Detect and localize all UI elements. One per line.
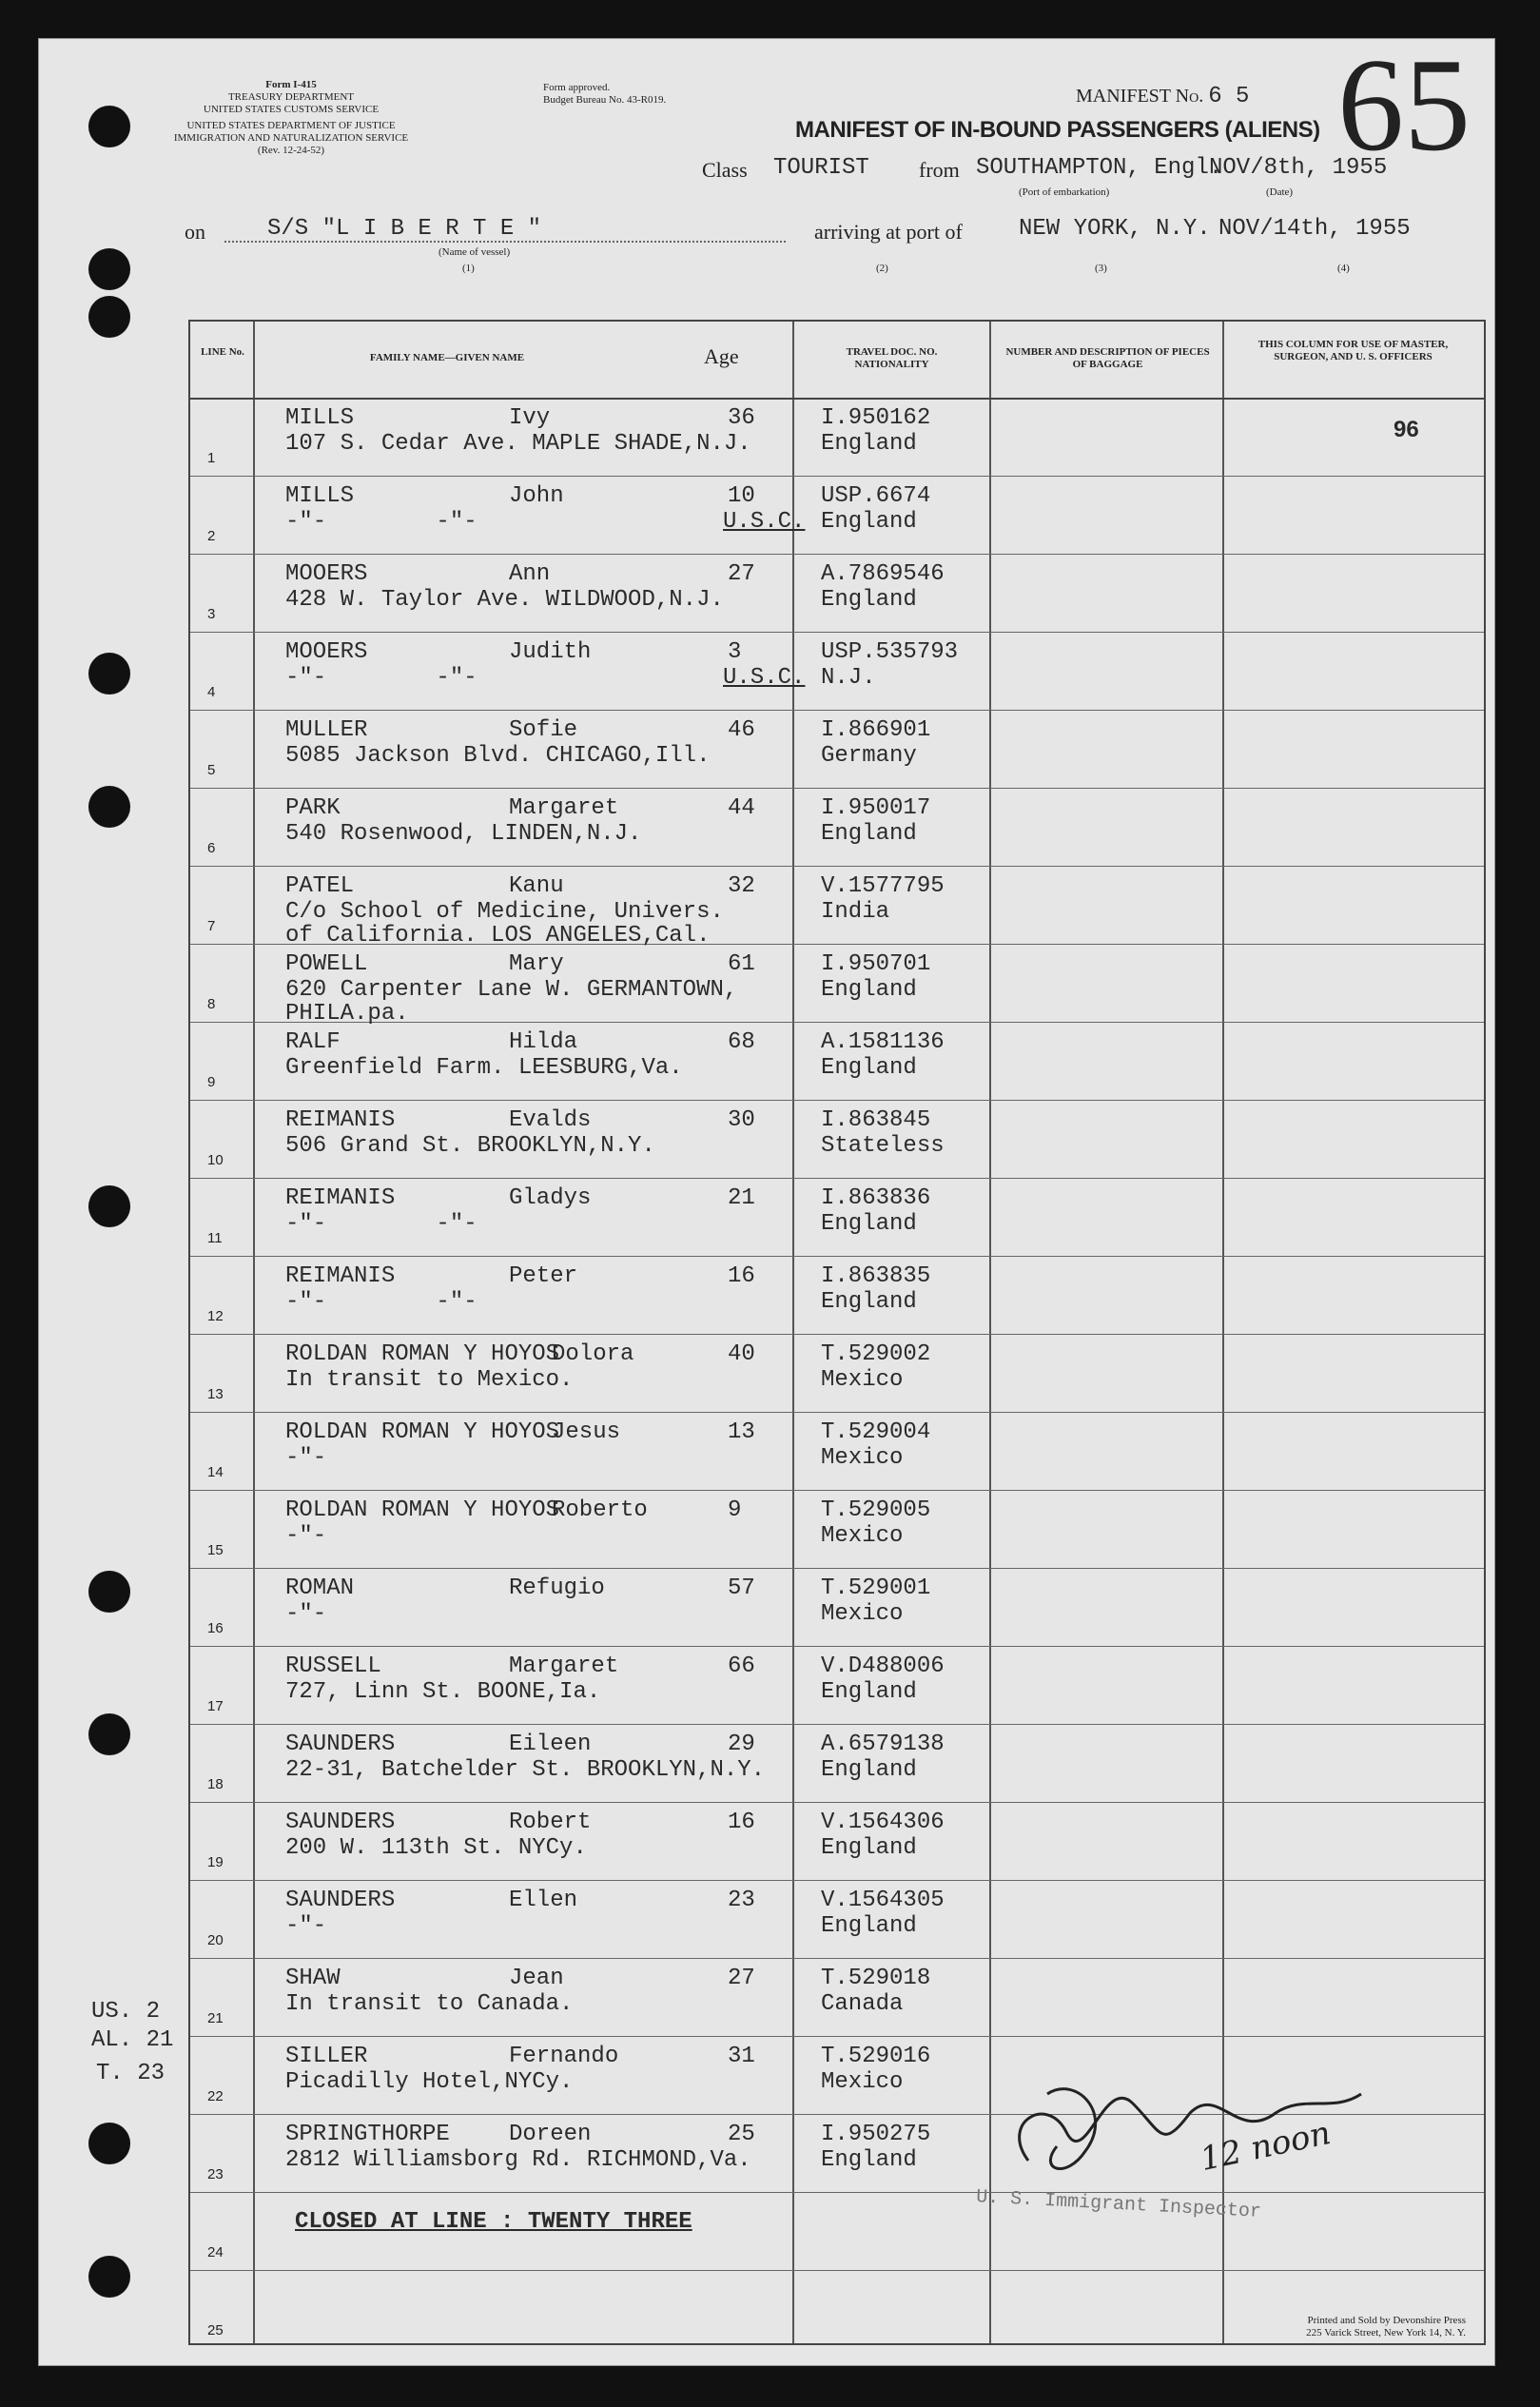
vessel-name: S/S "L I B E R T E " (267, 216, 542, 242)
treasury-dept: TREASURY DEPARTMENT (227, 91, 355, 103)
approved-text: Form approved. (543, 82, 611, 93)
nationality: Germany (821, 743, 917, 769)
address: 22-31, Batchelder St. BROOKLYN,N.Y. (285, 1757, 766, 1783)
travel-doc: V.1564306 (821, 1810, 945, 1835)
family-name: RALF (285, 1029, 341, 1055)
travel-doc: I.950275 (821, 2122, 931, 2147)
closed-at-line: CLOSED AT LINE : TWENTY THREE (295, 2209, 692, 2235)
age: 66 (728, 1654, 755, 1679)
table-row (190, 632, 1484, 710)
age: 10 (728, 483, 755, 509)
family-name: REIMANIS (285, 1185, 396, 1211)
age: 27 (728, 1966, 755, 1991)
address: 107 S. Cedar Ave. MAPLE SHADE,N.J. (285, 431, 751, 457)
address: In transit to Mexico. (285, 1367, 574, 1393)
officer-note: 96 (1394, 417, 1419, 442)
age: 68 (728, 1029, 755, 1055)
from-value: SOUTHAMPTON, Engl. (976, 155, 1223, 181)
given-name: Judith (509, 639, 592, 665)
family-name: SPRINGTHORPE (285, 2122, 450, 2147)
address: In transit to Canada. (285, 1991, 574, 2017)
family-name: SAUNDERS (285, 1888, 396, 1913)
given-name: Margaret (509, 795, 619, 821)
given-name: Kanu (509, 873, 564, 899)
table-row (190, 1880, 1484, 1958)
table-row (190, 1724, 1484, 1802)
nationality: England (821, 1757, 917, 1783)
punch-hole (88, 1713, 130, 1755)
line-number: 18 (207, 1776, 224, 1792)
family-name: MOOERS (285, 561, 368, 587)
address: -"- -"- (285, 1289, 478, 1315)
nationality: England (821, 1913, 917, 1939)
nationality: England (821, 1289, 917, 1315)
nationality: Mexico (821, 2069, 904, 2095)
address: 727, Linn St. BOONE,Ia. (285, 1679, 601, 1705)
address: -"- -"- (285, 509, 478, 535)
given-name: Ellen (509, 1888, 578, 1913)
age: 29 (728, 1732, 755, 1757)
travel-doc: V.D488006 (821, 1654, 945, 1679)
page-title: MANIFEST OF IN-BOUND PASSENGERS (ALIENS) (795, 117, 1320, 143)
given-name: Fernando (509, 2044, 619, 2069)
table-row (190, 1256, 1484, 1334)
line-number: 15 (207, 1542, 224, 1558)
class-value: TOURIST (773, 155, 869, 181)
travel-doc: I.863836 (821, 1185, 931, 1211)
table-row (190, 1100, 1484, 1178)
line-number: 25 (207, 2322, 224, 2339)
ins-service: IMMIGRATION AND NATURALIZATION SERVICE (173, 132, 409, 144)
nationality: England (821, 977, 917, 1003)
nationality: Mexico (821, 1445, 904, 1471)
age: 16 (728, 1263, 755, 1289)
address-cont: PHILA.pa. (285, 1001, 409, 1027)
address: -"- -"- (285, 1211, 478, 1237)
age: 31 (728, 2044, 755, 2069)
nationality: England (821, 431, 917, 457)
travel-doc: T.529018 (821, 1966, 931, 1991)
punch-hole (88, 653, 130, 695)
given-name: Eileen (509, 1732, 592, 1757)
age: 23 (728, 1888, 755, 1913)
given-name: Robert (509, 1810, 592, 1835)
nationality: England (821, 1835, 917, 1861)
vessel-caption: (Name of vessel) (439, 246, 511, 258)
family-name: SILLER (285, 2044, 368, 2069)
address: -"- (285, 1913, 327, 1939)
given-name: Mary (509, 951, 564, 977)
age: 40 (728, 1341, 755, 1367)
inspector-stamp: U. S. Immigrant Inspector (975, 2186, 1262, 2223)
age: 44 (728, 795, 755, 821)
age: 27 (728, 561, 755, 587)
family-name: ROLDAN ROMAN Y HOYOS (285, 1341, 560, 1367)
travel-doc: I.950162 (821, 405, 931, 431)
travel-doc: A.7869546 (821, 561, 945, 587)
line-number: 21 (207, 2010, 224, 2026)
line-number: 14 (207, 1464, 224, 1480)
line-number: 13 (207, 1386, 224, 1402)
address: 428 W. Taylor Ave. WILDWOOD,N.J. (285, 587, 724, 613)
given-name: Margaret (509, 1654, 619, 1679)
col-baggage-header: NUMBER AND DESCRIPTION OF PIECES OF BAGGAGE (1005, 346, 1210, 370)
printer-address: 225 Varick Street, New York 14, N. Y. (1306, 2327, 1466, 2339)
from-label: from (919, 158, 960, 182)
age: 46 (728, 717, 755, 743)
family-name: MILLS (285, 405, 355, 431)
punch-hole (88, 248, 130, 290)
travel-doc: I.866901 (821, 717, 931, 743)
address: 620 Carpenter Lane W. GERMANTOWN, (285, 977, 738, 1003)
travel-doc: V.1564305 (821, 1888, 945, 1913)
travel-doc: A.6579138 (821, 1732, 945, 1757)
line-number: 3 (207, 606, 216, 622)
col4-num: (4) (1337, 263, 1350, 274)
date-caption: (Date) (1266, 186, 1294, 198)
given-name: Doreen (509, 2122, 592, 2147)
table-row (190, 1022, 1484, 1100)
line-number: 5 (207, 762, 216, 778)
line-number: 12 (207, 1308, 224, 1324)
table-row (190, 944, 1484, 1027)
given-name: Peter (509, 1263, 578, 1289)
family-name: SHAW (285, 1966, 341, 1991)
col-officers-header: THIS COLUMN FOR USE OF MASTER, SURGEON, AND U. S. OFFICERS (1257, 339, 1449, 362)
nationality: England (821, 1055, 917, 1081)
family-name: REIMANIS (285, 1263, 396, 1289)
line-number: 11 (207, 1230, 223, 1246)
table-row (190, 1802, 1484, 1880)
address: -"- -"- (285, 665, 478, 691)
line-number: 4 (207, 684, 216, 700)
table-row (190, 1334, 1484, 1412)
table-row (190, 1490, 1484, 1568)
line-number: 2 (207, 528, 216, 544)
margin-tally-us: US. 2 (91, 1999, 161, 2025)
family-name: ROLDAN ROMAN Y HOYOS (285, 1419, 560, 1445)
nationality: Stateless (821, 1133, 945, 1159)
age: 9 (728, 1497, 742, 1523)
line-number: 23 (207, 2166, 224, 2182)
vessel-col-num: (1) (462, 263, 475, 274)
nationality: Mexico (821, 1367, 904, 1393)
family-name: SAUNDERS (285, 1810, 396, 1835)
margin-tally-al: AL. 21 (91, 2027, 174, 2053)
family-name: MILLS (285, 483, 355, 509)
citizenship-note: U.S.C. (723, 509, 806, 535)
justice-dept: UNITED STATES DEPARTMENT OF JUSTICE (186, 120, 396, 131)
nationality: England (821, 821, 917, 847)
manifest-label: MANIFEST No. (1076, 86, 1204, 107)
customs-service: UNITED STATES CUSTOMS SERVICE (203, 104, 380, 115)
line-number: 6 (207, 840, 216, 856)
printer-credit (1152, 2315, 1466, 2339)
address-cont: of California. LOS ANGELES,Cal. (285, 923, 711, 949)
table-row (190, 2192, 1484, 2270)
age: 32 (728, 873, 755, 899)
form-number: Form I-415 (265, 79, 317, 90)
age: 25 (728, 2122, 755, 2147)
nationality: England (821, 1679, 917, 1705)
family-name: PARK (285, 795, 341, 821)
line-number: 22 (207, 2088, 224, 2104)
travel-doc: T.529005 (821, 1497, 931, 1523)
address: 2812 Williamsborg Rd. RICHMOND,Va. (285, 2147, 751, 2173)
table-row (190, 1412, 1484, 1490)
travel-doc: T.529001 (821, 1575, 931, 1601)
col-travel-header: TRAVEL DOC. NO. NATIONALITY (846, 346, 938, 370)
class-label: Class (702, 158, 748, 182)
col3-num: (3) (1095, 263, 1107, 274)
punch-hole (88, 786, 130, 828)
nationality: Canada (821, 1991, 904, 2017)
address: 200 W. 113th St. NYCy. (285, 1835, 587, 1861)
line-number: 24 (207, 2244, 224, 2260)
departure-date: NOV/8th, 1955 (1209, 155, 1388, 181)
line-number: 17 (207, 1698, 224, 1714)
age: 3 (728, 639, 742, 665)
travel-doc: I.863845 (821, 1107, 931, 1133)
family-name: MOOERS (285, 639, 368, 665)
line-number: 20 (207, 1932, 224, 1948)
age: 13 (728, 1419, 755, 1445)
nationality: India (821, 899, 890, 925)
manifest-number (1076, 84, 1249, 109)
punch-hole (88, 106, 130, 147)
line-number: 16 (207, 1620, 224, 1636)
col-line-header: LINE No. (201, 346, 244, 358)
punch-hole (88, 1571, 130, 1613)
nationality: England (821, 2147, 917, 2173)
travel-doc: A.1581136 (821, 1029, 945, 1055)
address: -"- (285, 1523, 327, 1549)
printer-name: Printed and Sold by Devonshire Press (1307, 2315, 1466, 2326)
arrival-port: NEW YORK, N.Y. (1019, 216, 1211, 242)
age: 21 (728, 1185, 755, 1211)
travel-doc: T.529004 (821, 1419, 931, 1445)
col-name-header: FAMILY NAME—GIVEN NAME (369, 352, 525, 363)
age: 61 (728, 951, 755, 977)
nationality: Mexico (821, 1523, 904, 1549)
given-name: Refugio (509, 1575, 605, 1601)
on-label: on (185, 220, 205, 244)
nationality: England (821, 509, 917, 535)
inspector-signature (990, 2056, 1390, 2199)
given-name: Evalds (509, 1107, 592, 1133)
given-name: Sofie (509, 717, 578, 743)
family-name: SAUNDERS (285, 1732, 396, 1757)
travel-doc: I.950017 (821, 795, 931, 821)
age: 16 (728, 1810, 755, 1835)
family-name: ROMAN (285, 1575, 355, 1601)
table-row (190, 1178, 1484, 1256)
arriving-label: arriving at port of (814, 220, 963, 244)
table-row (190, 554, 1484, 632)
travel-doc: T.529016 (821, 2044, 931, 2069)
travel-doc: I.950701 (821, 951, 931, 977)
nationality: England (821, 1211, 917, 1237)
col2-num: (2) (876, 263, 888, 274)
given-name: Ann (509, 561, 551, 587)
line-number: 1 (207, 450, 216, 466)
page-number-stamp: 65 (1337, 31, 1471, 179)
passenger-table (188, 320, 1486, 2345)
family-name: REIMANIS (285, 1107, 396, 1133)
given-name: Hilda (509, 1029, 578, 1055)
arrival-date: NOV/14th, 1955 (1218, 216, 1411, 242)
line-number: 10 (207, 1152, 224, 1168)
family-name: RUSSELL (285, 1654, 381, 1679)
table-row (190, 788, 1484, 866)
address: Greenfield Farm. LEESBURG,Va. (285, 1055, 683, 1081)
table-row (190, 1568, 1484, 1646)
signature-note: 12 noon (1197, 2114, 1335, 2179)
address: 540 Rosenwood, LINDEN,N.J. (285, 821, 642, 847)
nationality: England (821, 587, 917, 613)
punch-hole (88, 2256, 130, 2298)
given-name: Jean (509, 1966, 564, 1991)
given-name: John (509, 483, 564, 509)
table-row (190, 476, 1484, 554)
manifest-value: 6 5 (1208, 84, 1250, 109)
travel-doc: USP.6674 (821, 483, 931, 509)
travel-doc: T.529002 (821, 1341, 931, 1367)
col-age-header: Age (704, 344, 739, 368)
age: 57 (728, 1575, 755, 1601)
table-row (190, 866, 1484, 949)
age: 30 (728, 1107, 755, 1133)
table-row (190, 710, 1484, 788)
margin-tally-t: T. 23 (96, 2061, 166, 2086)
nationality: N.J. (821, 665, 876, 691)
budget-text: Budget Bureau No. 43-R019. (543, 94, 667, 106)
address: -"- (285, 1445, 327, 1471)
port-embark-caption: (Port of embarkation) (1019, 186, 1110, 198)
revision: (Rev. 12-24-52) (257, 145, 325, 156)
given-name: Gladys (509, 1185, 592, 1211)
travel-doc: I.863835 (821, 1263, 931, 1289)
given-name: Jesus (552, 1419, 621, 1445)
given-name: Ivy (509, 405, 551, 431)
given-name: Dolora (552, 1341, 634, 1367)
form-approval (543, 82, 666, 107)
table-row (190, 1646, 1484, 1724)
citizenship-note: U.S.C. (723, 665, 806, 691)
age: 36 (728, 405, 755, 431)
nationality: Mexico (821, 1601, 904, 1627)
family-name: MULLER (285, 717, 368, 743)
address: 506 Grand St. BROOKLYN,N.Y. (285, 1133, 655, 1159)
address: Picadilly Hotel,NYCy. (285, 2069, 574, 2095)
family-name: ROLDAN ROMAN Y HOYOS (285, 1497, 560, 1523)
travel-doc: USP.535793 (821, 639, 959, 665)
line-number: 9 (207, 1074, 216, 1090)
family-name: PATEL (285, 873, 355, 899)
table-row (190, 1958, 1484, 2036)
address: -"- (285, 1601, 327, 1627)
line-number: 8 (207, 996, 216, 1012)
travel-doc: V.1577795 (821, 873, 945, 899)
family-name: POWELL (285, 951, 368, 977)
manifest-page (38, 31, 1495, 2366)
given-name: Roberto (552, 1497, 648, 1523)
punch-hole (88, 296, 130, 338)
punch-hole (88, 1185, 130, 1227)
table-row (190, 398, 1484, 476)
line-number: 7 (207, 918, 216, 934)
form-agency-block (167, 79, 415, 157)
line-number: 19 (207, 1854, 224, 1870)
address: 5085 Jackson Blvd. CHICAGO,Ill. (285, 743, 711, 769)
address: C/o School of Medicine, Univers. (285, 899, 724, 925)
punch-hole (88, 2123, 130, 2164)
